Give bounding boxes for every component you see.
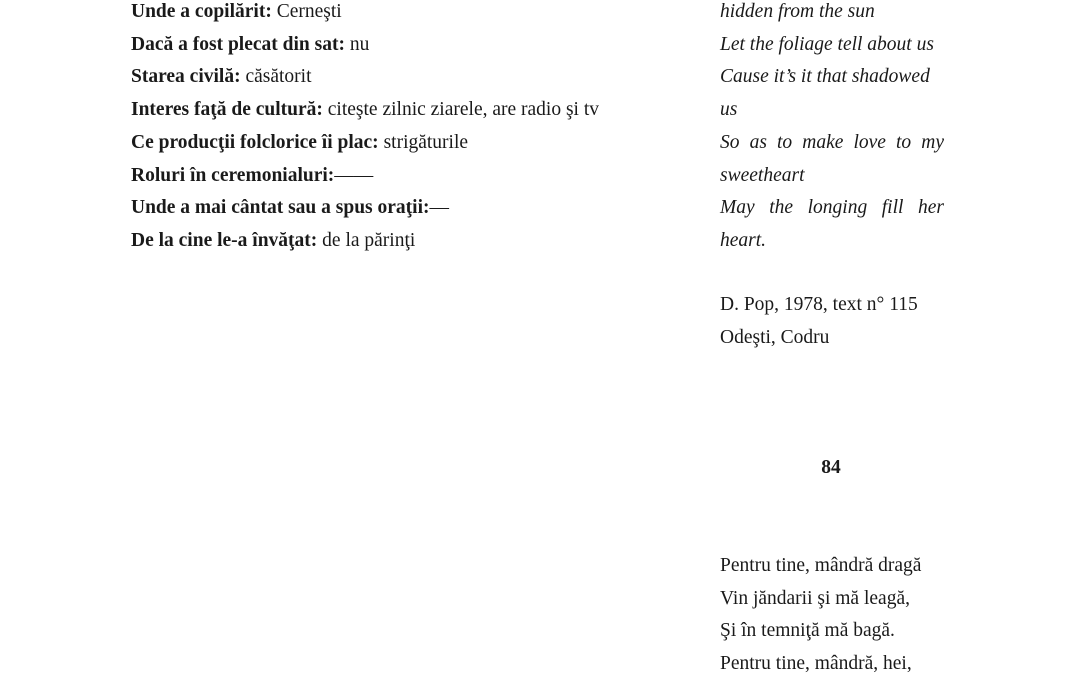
song-line: Vin jăndarii şi mă leagă, bbox=[720, 587, 910, 609]
field-label: Unde a mai cântat sau a spus oraţii: bbox=[131, 197, 430, 219]
song-line: Şi în temniţă mă bagă. bbox=[720, 620, 895, 642]
translation-line: us bbox=[720, 99, 738, 121]
translation-line: May the longing fill her bbox=[720, 197, 944, 219]
field-left-village bbox=[131, 29, 691, 62]
song-stanza bbox=[720, 550, 944, 681]
field-value: Cerneşti bbox=[271, 1, 342, 22]
field-label: Ce producţii folclorice îi plac: bbox=[131, 131, 379, 153]
translation-stanza bbox=[720, 0, 944, 258]
source-place: Odeşti, Codru bbox=[720, 326, 830, 348]
translation-line: hidden from the sun bbox=[720, 1, 875, 22]
translation-line: sweetheart bbox=[720, 164, 805, 186]
field-value: — bbox=[429, 197, 449, 219]
field-value: citeşte zilnic ziarele, are radio şi tv bbox=[322, 99, 600, 121]
informant-fields bbox=[131, 0, 691, 258]
field-label: Dacă a fost plecat din sat: bbox=[131, 33, 345, 55]
field-value: nu bbox=[344, 33, 370, 55]
source-citation: D. Pop, 1978, text n° 115 bbox=[720, 294, 918, 315]
field-performance-places bbox=[131, 192, 691, 225]
source-reference bbox=[720, 289, 944, 354]
field-folklore-preferences bbox=[131, 127, 691, 160]
field-learned-from bbox=[131, 225, 691, 258]
song-number: 84 bbox=[821, 457, 841, 478]
song-line: Pentru tine, mândră dragă bbox=[720, 555, 922, 576]
song-line: Pentru tine, mândră, hei, bbox=[720, 653, 912, 675]
translation-line: Cause it’s it that shadowed bbox=[720, 66, 930, 88]
translation-line: Let the foliage tell about us bbox=[720, 33, 934, 55]
field-value: —— bbox=[334, 164, 374, 186]
field-label: Unde a copilărit: bbox=[131, 1, 272, 22]
field-label: De la cine le-a învăţat: bbox=[131, 229, 318, 251]
field-civil-status bbox=[131, 61, 691, 94]
field-label: Starea civilă: bbox=[131, 66, 241, 88]
field-value: strigăturile bbox=[378, 131, 469, 153]
field-value: de la părinţi bbox=[317, 229, 416, 251]
field-label: Roluri în ceremonialuri: bbox=[131, 164, 335, 186]
field-value: căsătorit bbox=[240, 66, 312, 88]
field-ceremonial-roles bbox=[131, 160, 691, 193]
translation-line: heart. bbox=[720, 229, 767, 251]
field-label: Interes faţă de cultură: bbox=[131, 99, 323, 121]
field-childhood-place bbox=[131, 0, 691, 29]
translation-line: So as to make love to my bbox=[720, 131, 944, 153]
field-cultural-interest bbox=[131, 94, 691, 127]
